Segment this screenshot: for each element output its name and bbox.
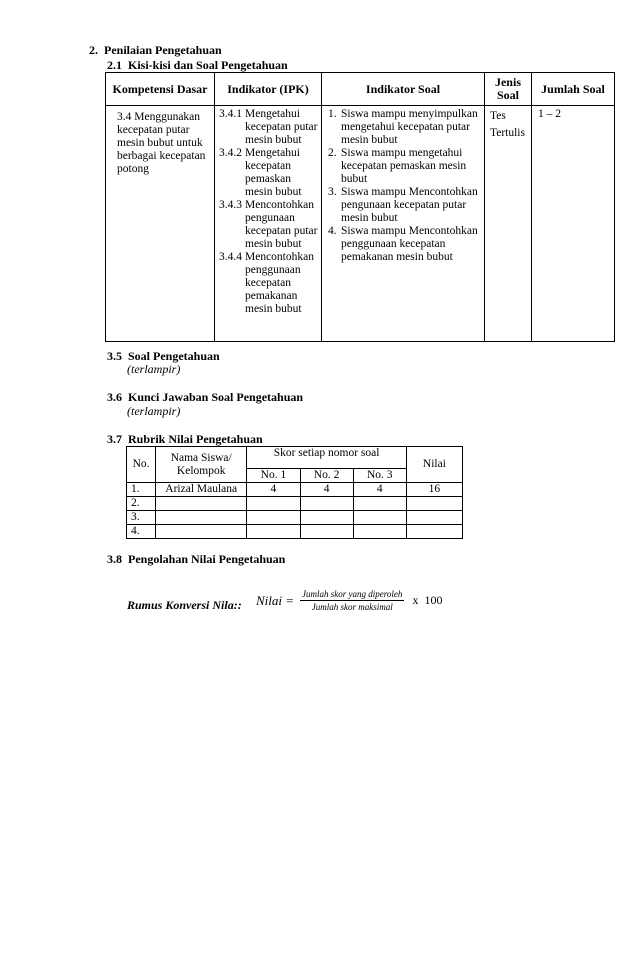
header-nilai: Nilai [406, 447, 462, 483]
section-3-6-heading: 3.6 Kunci Jawaban Soal Pengetahuan [107, 390, 304, 404]
header-no-1: No. 1 [247, 469, 300, 483]
soal-item: 4. Siswa mampu Mencontohkan penggunaan kecepatan pemakanan mesin bubut [328, 225, 478, 263]
rumus-formula [256, 589, 442, 612]
ipk-cell [215, 106, 322, 342]
indikator-soal-cell [322, 106, 485, 342]
table-row: 2. [127, 497, 463, 511]
header-kompetensi-dasar: Kompetensi Dasar [106, 73, 215, 106]
soal-item: 2. Siswa mampu mengetahui kecepatan pemaskan mesin bubut [328, 147, 467, 185]
header-indikator-soal: Indikator Soal [322, 73, 485, 106]
rubrik-table [126, 446, 463, 539]
ipk-item: 3.4.1 Mengetahui kecepatan putar mesin bubut [219, 108, 318, 146]
header-no: No. [127, 447, 156, 483]
ipk-item: 3.4.4 Mencontohkan penggunaan kecepatan pemakanan mesin bubut [219, 251, 314, 315]
header-indikator-ipk: Indikator (IPK) [215, 73, 322, 106]
rumus-fraction [300, 589, 404, 612]
ipk-item: 3.4.2 Mengetahui kecepatan pemaskan mesin bubut [219, 147, 302, 198]
jumlah-soal-cell: 1 – 2 [532, 106, 615, 342]
section-3-5-note: (terlampir) [127, 362, 181, 376]
rumus-lhs: Nilai = [256, 592, 295, 608]
section-3-7-heading: 3.7 Rubrik Nilai Pengetahuan [107, 432, 263, 446]
table-row: 4. [127, 525, 463, 539]
header-nama-siswa: Nama Siswa/ Kelompok [156, 447, 247, 483]
jenis-soal-cell: Tes Tertulis [485, 106, 532, 342]
soal-item: 3. Siswa mampu Mencontohkan pengunaan kecepatan putar mesin bubut [328, 186, 478, 224]
ipk-item: 3.4.3 Mencontohkan pengunaan kecepatan putar mesin bubut [219, 199, 318, 250]
rumus-numerator: Jumlah skor yang diperoleh [302, 589, 403, 599]
section-2-1-heading: 2.1 Kisi-kisi dan Soal Pengetahuan [107, 58, 288, 72]
header-no-2: No. 2 [300, 469, 353, 483]
section-3-5-heading: 3.5 Soal Pengetahuan [107, 349, 220, 363]
header-skor: Skor setiap nomor soal [247, 447, 406, 469]
rumus-denominator: Jumlah skor maksimal [311, 602, 393, 612]
header-jenis-soal: Jenis Soal [485, 73, 532, 106]
rumus-label: Rumus Konversi Nila:: [127, 598, 242, 612]
rumus-multiplier: 100 [424, 593, 443, 607]
kd-cell: 3.4 Menggunakan kecepatan putar mesin bubut untuk berbagai kecepatan potong [106, 106, 215, 342]
rumus-times: x [412, 593, 419, 607]
section-3-8-heading: 3.8 Pengolahan Nilai Pengetahuan [107, 552, 286, 566]
header-no-3: No. 3 [353, 469, 406, 483]
kisi-kisi-table [105, 72, 615, 342]
header-jumlah-soal: Jumlah Soal [532, 73, 615, 106]
table-row: 3. [127, 511, 463, 525]
section-3-6-note: (terlampir) [127, 404, 181, 418]
soal-item: 1. Siswa mampu menyimpulkan mengetahui kecepatan putar mesin bubut [328, 108, 478, 146]
section-2-heading: 2. Penilaian Pengetahuan [89, 43, 222, 57]
table-row: 1. Arizal Maulana 4 4 4 16 [127, 483, 463, 497]
